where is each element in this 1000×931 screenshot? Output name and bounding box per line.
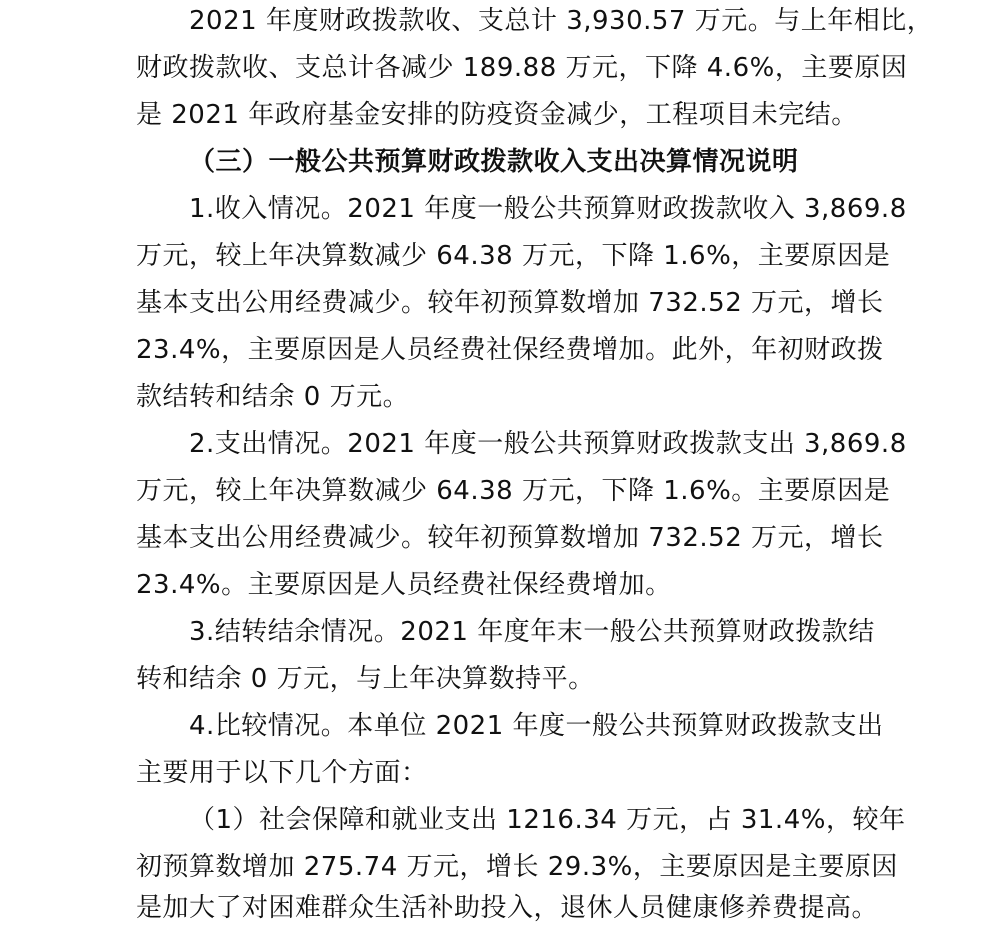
- text-line: 万元，较上年决算数减少 64.38 万元，下降 1.6%。主要原因是: [136, 476, 891, 506]
- text-line: 款结转和结余 0 万元。: [136, 382, 410, 412]
- text-line: 4.比较情况。本单位 2021 年度一般公共预算财政拨款支出: [189, 711, 884, 741]
- text-line: 基本支出公用经费减少。较年初预算数增加 732.52 万元，增长: [136, 288, 884, 318]
- text-line: 转和结余 0 万元，与上年决算数持平。: [136, 664, 595, 694]
- text-line: 主要用于以下几个方面：: [136, 758, 428, 788]
- text-line: 是 2021 年政府基金安排的防疫资金减少，工程项目未完结。: [136, 100, 858, 130]
- text-line: 1.收入情况。2021 年度一般公共预算财政拨款收入 3,869.8: [189, 194, 907, 224]
- text-line: 23.4%，主要原因是人员经费社保经费增加。此外，年初财政拨: [136, 335, 884, 365]
- text-line: 是加大了对困难群众生活补助投入，退休人员健康修养费提高。: [136, 893, 879, 923]
- section-heading: （三）一般公共预算财政拨款收入支出决算情况说明: [189, 147, 799, 177]
- text-line: 财政拨款收、支总计各减少 189.88 万元，下降 4.6%，主要原因: [136, 53, 908, 83]
- text-line: 3.结转结余情况。2021 年度年末一般公共预算财政拨款结: [189, 617, 875, 647]
- text-line: 万元，较上年决算数减少 64.38 万元，下降 1.6%，主要原因是: [136, 241, 891, 271]
- text-line: 2021 年度财政拨款收、支总计 3,930.57 万元。与上年相比，: [189, 6, 934, 36]
- text-line: 2.支出情况。2021 年度一般公共预算财政拨款支出 3,869.8: [189, 429, 907, 459]
- text-line: 基本支出公用经费减少。较年初预算数增加 732.52 万元，增长: [136, 523, 884, 553]
- text-line: 23.4%。主要原因是人员经费社保经费增加。: [136, 570, 672, 600]
- text-line: 初预算数增加 275.74 万元，增长 29.3%，主要原因是主要原因: [136, 852, 898, 882]
- text-line: （1）社会保障和就业支出 1216.34 万元，占 31.4%，较年: [189, 805, 906, 835]
